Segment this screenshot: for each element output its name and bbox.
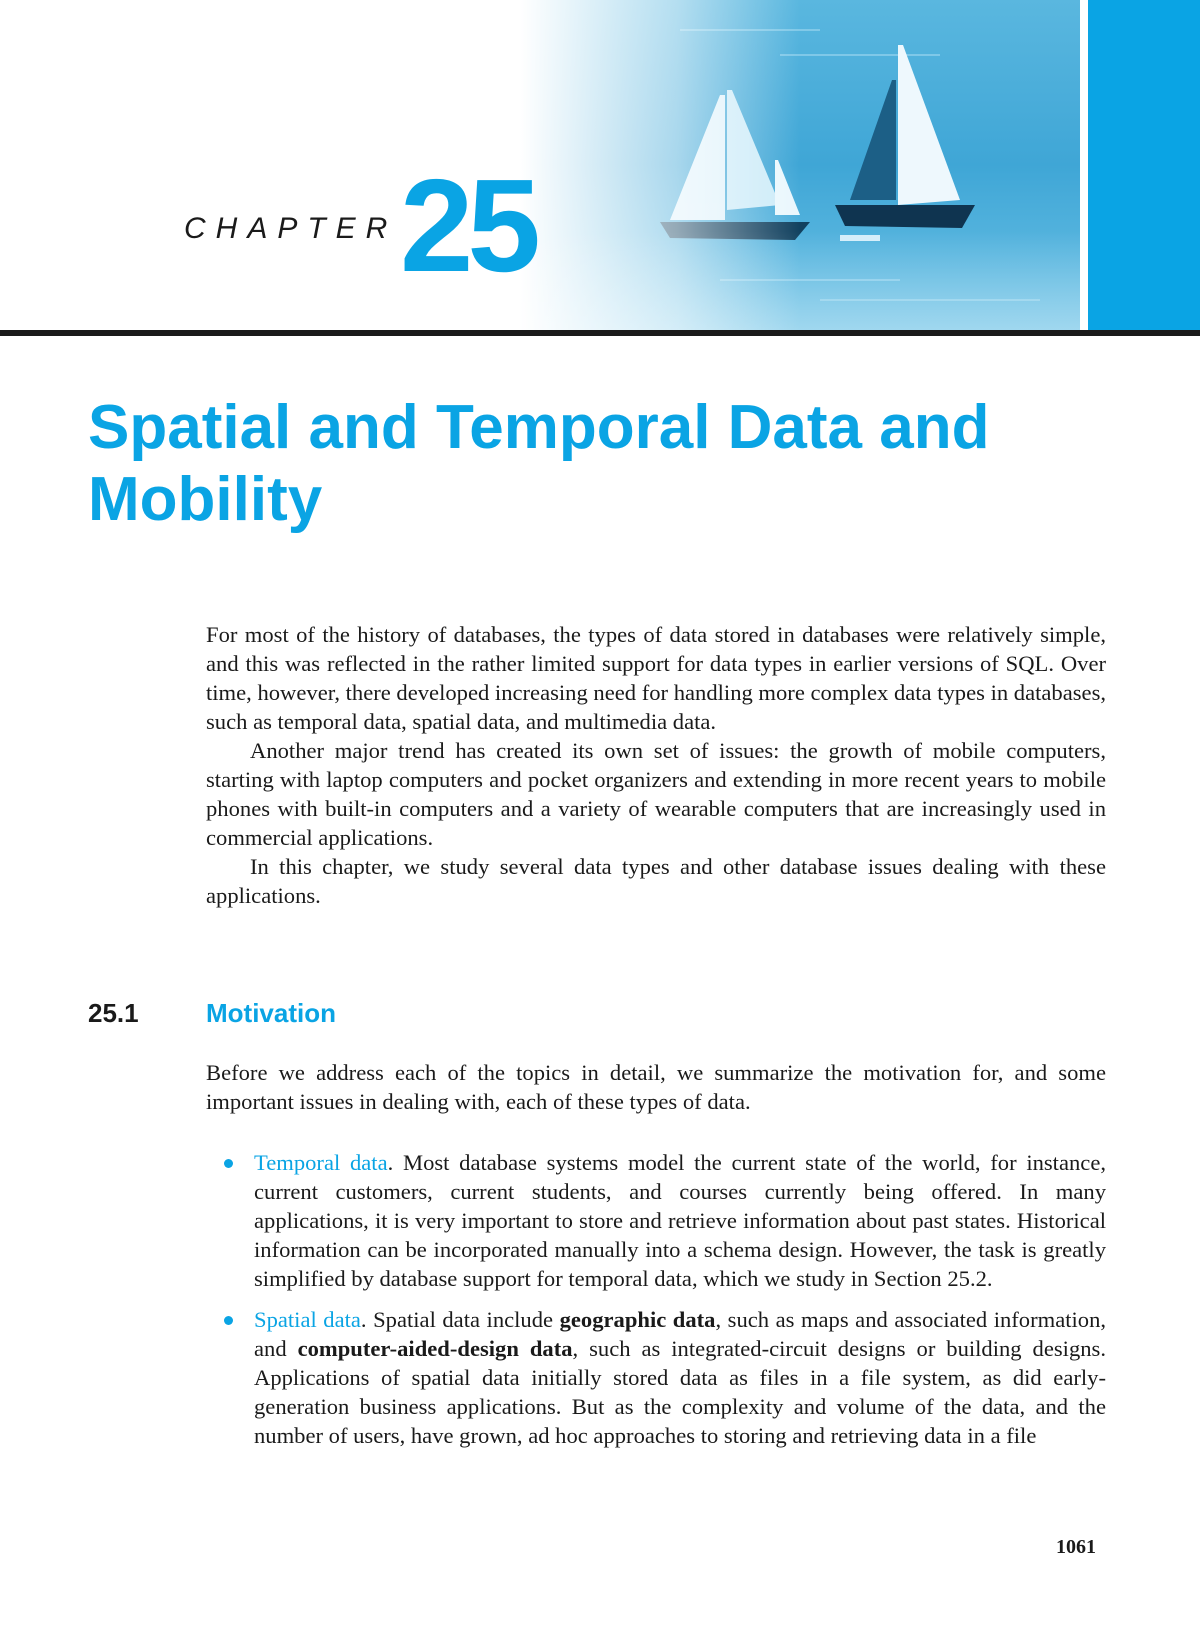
section-number: 25.1: [88, 998, 139, 1028]
intro-paragraph-1: For most of the history of databases, the types of data stored in databases were relatively simple, and this was reflected in the rather limited support for data types in earlier versions of SQL. Over time, however, there developed increasing need for handling more complex data types in databases, such as temporal data, spatial data, and multimedia data.: [206, 622, 1107, 734]
motivation-bullets: [206, 1148, 1106, 1462]
chapter-header: [0, 0, 1200, 332]
page-number: 1061: [1056, 1536, 1096, 1558]
term-geographic-data: geographic data: [559, 1307, 716, 1332]
chapter-label: CHAPTER: [184, 212, 398, 245]
bullet-icon: [224, 1316, 233, 1325]
bullet-icon: [224, 1159, 233, 1168]
term-spatial-data: Spatial data: [254, 1307, 361, 1332]
chapter-title-line2: Mobility: [88, 465, 323, 534]
chapter-title: [88, 392, 1148, 536]
section-title: Motivation: [206, 998, 336, 1028]
intro-paragraph-2: Another major trend has created its own set of issues: the growth of mobile computers, starting with laptop computers and pocket organizers and extending in more recent years to mobile phones with built-in computers and a variety of wearable computers that are increasingly used in commercial applications.: [206, 738, 1106, 850]
term-temporal-data: Temporal data: [254, 1150, 388, 1175]
term-cad-data: computer-aided-design data: [297, 1336, 573, 1361]
bullet-spatial-text-a: . Spatial data include: [360, 1307, 560, 1332]
bullet-temporal-text: . Most database systems model the current state of the world, for instance, current customers, current students, and courses currently being offered. In many applications, it is very important to store and retrieve information about past states. Historical information can be incorporated manually into a schema design. However, the task is greatly simplified by database support for temporal data, which we study in Section 25.2.: [254, 1150, 1106, 1291]
header-rule: [0, 330, 1200, 336]
bullet-spatial-data: [206, 1305, 1106, 1450]
chapter-intro: [206, 620, 1106, 910]
bullet-spatial-text-c: , such as integrated-circuit designs or building designs. Applications of spatial data initially stored data as files in a file system, as did early-generation business applications. But as the complexity and volume of the data, and the number of users, have grown, ad hoc approaches to storing and retrieving data in a file: [254, 1336, 1106, 1448]
chapter-number: 25: [400, 152, 535, 299]
chapter-side-tab: [1088, 0, 1200, 330]
section-lead-paragraph: Before we address each of the topics in detail, we summarize the motivation for, and some important issues in dealing with, each of these types of data.: [206, 1060, 1106, 1114]
bullet-temporal-data: [206, 1148, 1106, 1293]
section-lead: [206, 1058, 1106, 1116]
bullet-spatial-text-b: , such as maps and associated information, and: [254, 1307, 1107, 1361]
intro-paragraph-3: In this chapter, we study several data types and other database issues dealing with these applications.: [206, 854, 1106, 908]
sailboat-photo: [520, 0, 1080, 330]
chapter-title-line1: Spatial and Temporal Data and: [88, 393, 990, 462]
